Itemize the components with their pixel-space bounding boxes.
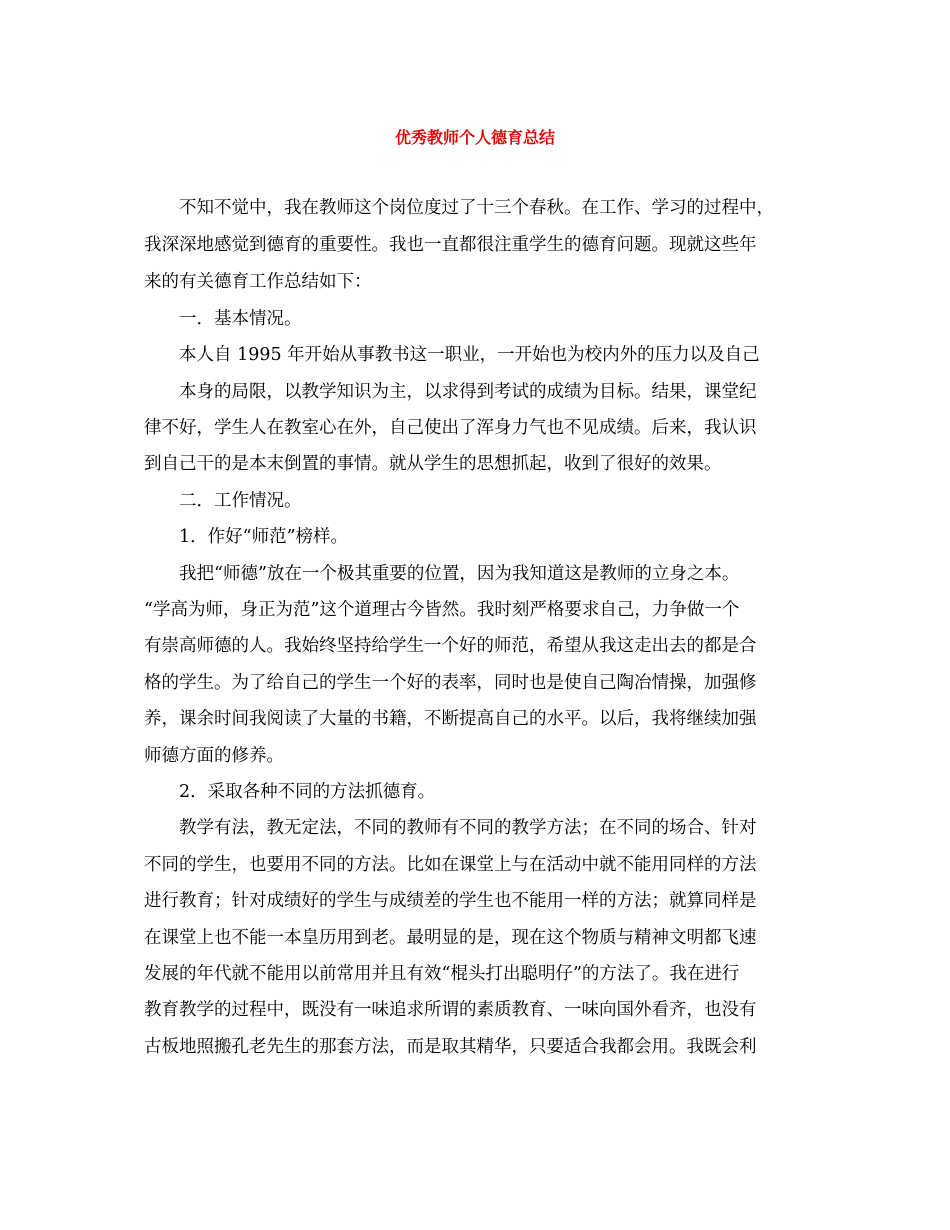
paragraph-line: 教育教学的过程中，既没有一味追求所谓的素质教育、一味向国外看齐，也没有: [144, 1000, 757, 1020]
paragraph-line: 来的有关德育工作总结如下：: [144, 272, 372, 292]
paragraph-line: 师德方面的修养。: [144, 746, 284, 766]
paragraph-line: 格的学生。为了给自己的学生一个好的表率，同时也是使自己陶冶情操，加强修: [144, 673, 757, 693]
section-heading: 一．基本情况。: [179, 309, 302, 329]
subsection-heading: 2．采取各种不同的方法抓德育。: [179, 782, 436, 802]
paragraph-line: 在课堂上也不能一本皇历用到老。最明显的是，现在这个物质与精神文明都飞速: [144, 928, 757, 948]
paragraph-line: 有崇高师德的人。我始终坚持给学生一个好的师范，希望从我这走出去的都是合: [144, 636, 757, 656]
paragraph-line: 古板地照搬孔老先生的那套方法，而是取其精华，只要适合我都会用。我既会利: [144, 1037, 757, 1057]
paragraph-line: 发展的年代就不能用以前常用并且有效“棍头打出聪明仔”的方法了。我在进行: [144, 964, 740, 984]
paragraph-line: 本身的局限，以教学知识为主，以求得到考试的成绩为目标。结果，课堂纪: [179, 382, 757, 402]
paragraph-line: “学高为师，身正为范”这个道理古今皆然。我时刻严格要求自己，力争做一个: [144, 600, 740, 620]
paragraph-line: 不同的学生，也要用不同的方法。比如在课堂上与在活动中就不能用同样的方法: [144, 855, 757, 875]
paragraph-line: 本人自 1995 年开始从事教书这一职业，一开始也为校内外的压力以及自己: [179, 345, 760, 365]
paragraph-line: 律不好，学生人在教室心在外，自己使出了浑身力气也不见成绩。后来，我认识: [144, 418, 757, 438]
paragraph-line: 教学有法，教无定法，不同的教师有不同的教学方法；在不同的场合、针对: [179, 818, 757, 838]
paragraph-line: 我深深地感觉到德育的重要性。我也一直都很注重学生的德育问题。现就这些年: [144, 235, 757, 255]
paragraph-line: 到自己干的是本末倒置的事情。就从学生的思想抓起，收到了很好的效果。: [144, 454, 722, 474]
paragraph-line: 养，课余时间我阅读了大量的书籍，不断提高自己的水平。以后，我将继续加强: [144, 709, 757, 729]
paragraph-line: 进行教育；针对成绩好的学生与成绩差的学生也不能用一样的方法；就算同样是: [144, 891, 757, 911]
paragraph-line: 我把“师德”放在一个极其重要的位置，因为我知道这是教师的立身之本。: [179, 564, 740, 584]
subsection-heading: 1．作好“师范”榜样。: [179, 527, 349, 547]
document-title: 优秀教师个人德育总结: [394, 128, 555, 147]
paragraph-line: 不知不觉中，我在教师这个岗位度过了十三个春秋。在工作、学习的过程中，: [179, 198, 774, 218]
section-heading: 二．工作情况。: [179, 491, 302, 511]
